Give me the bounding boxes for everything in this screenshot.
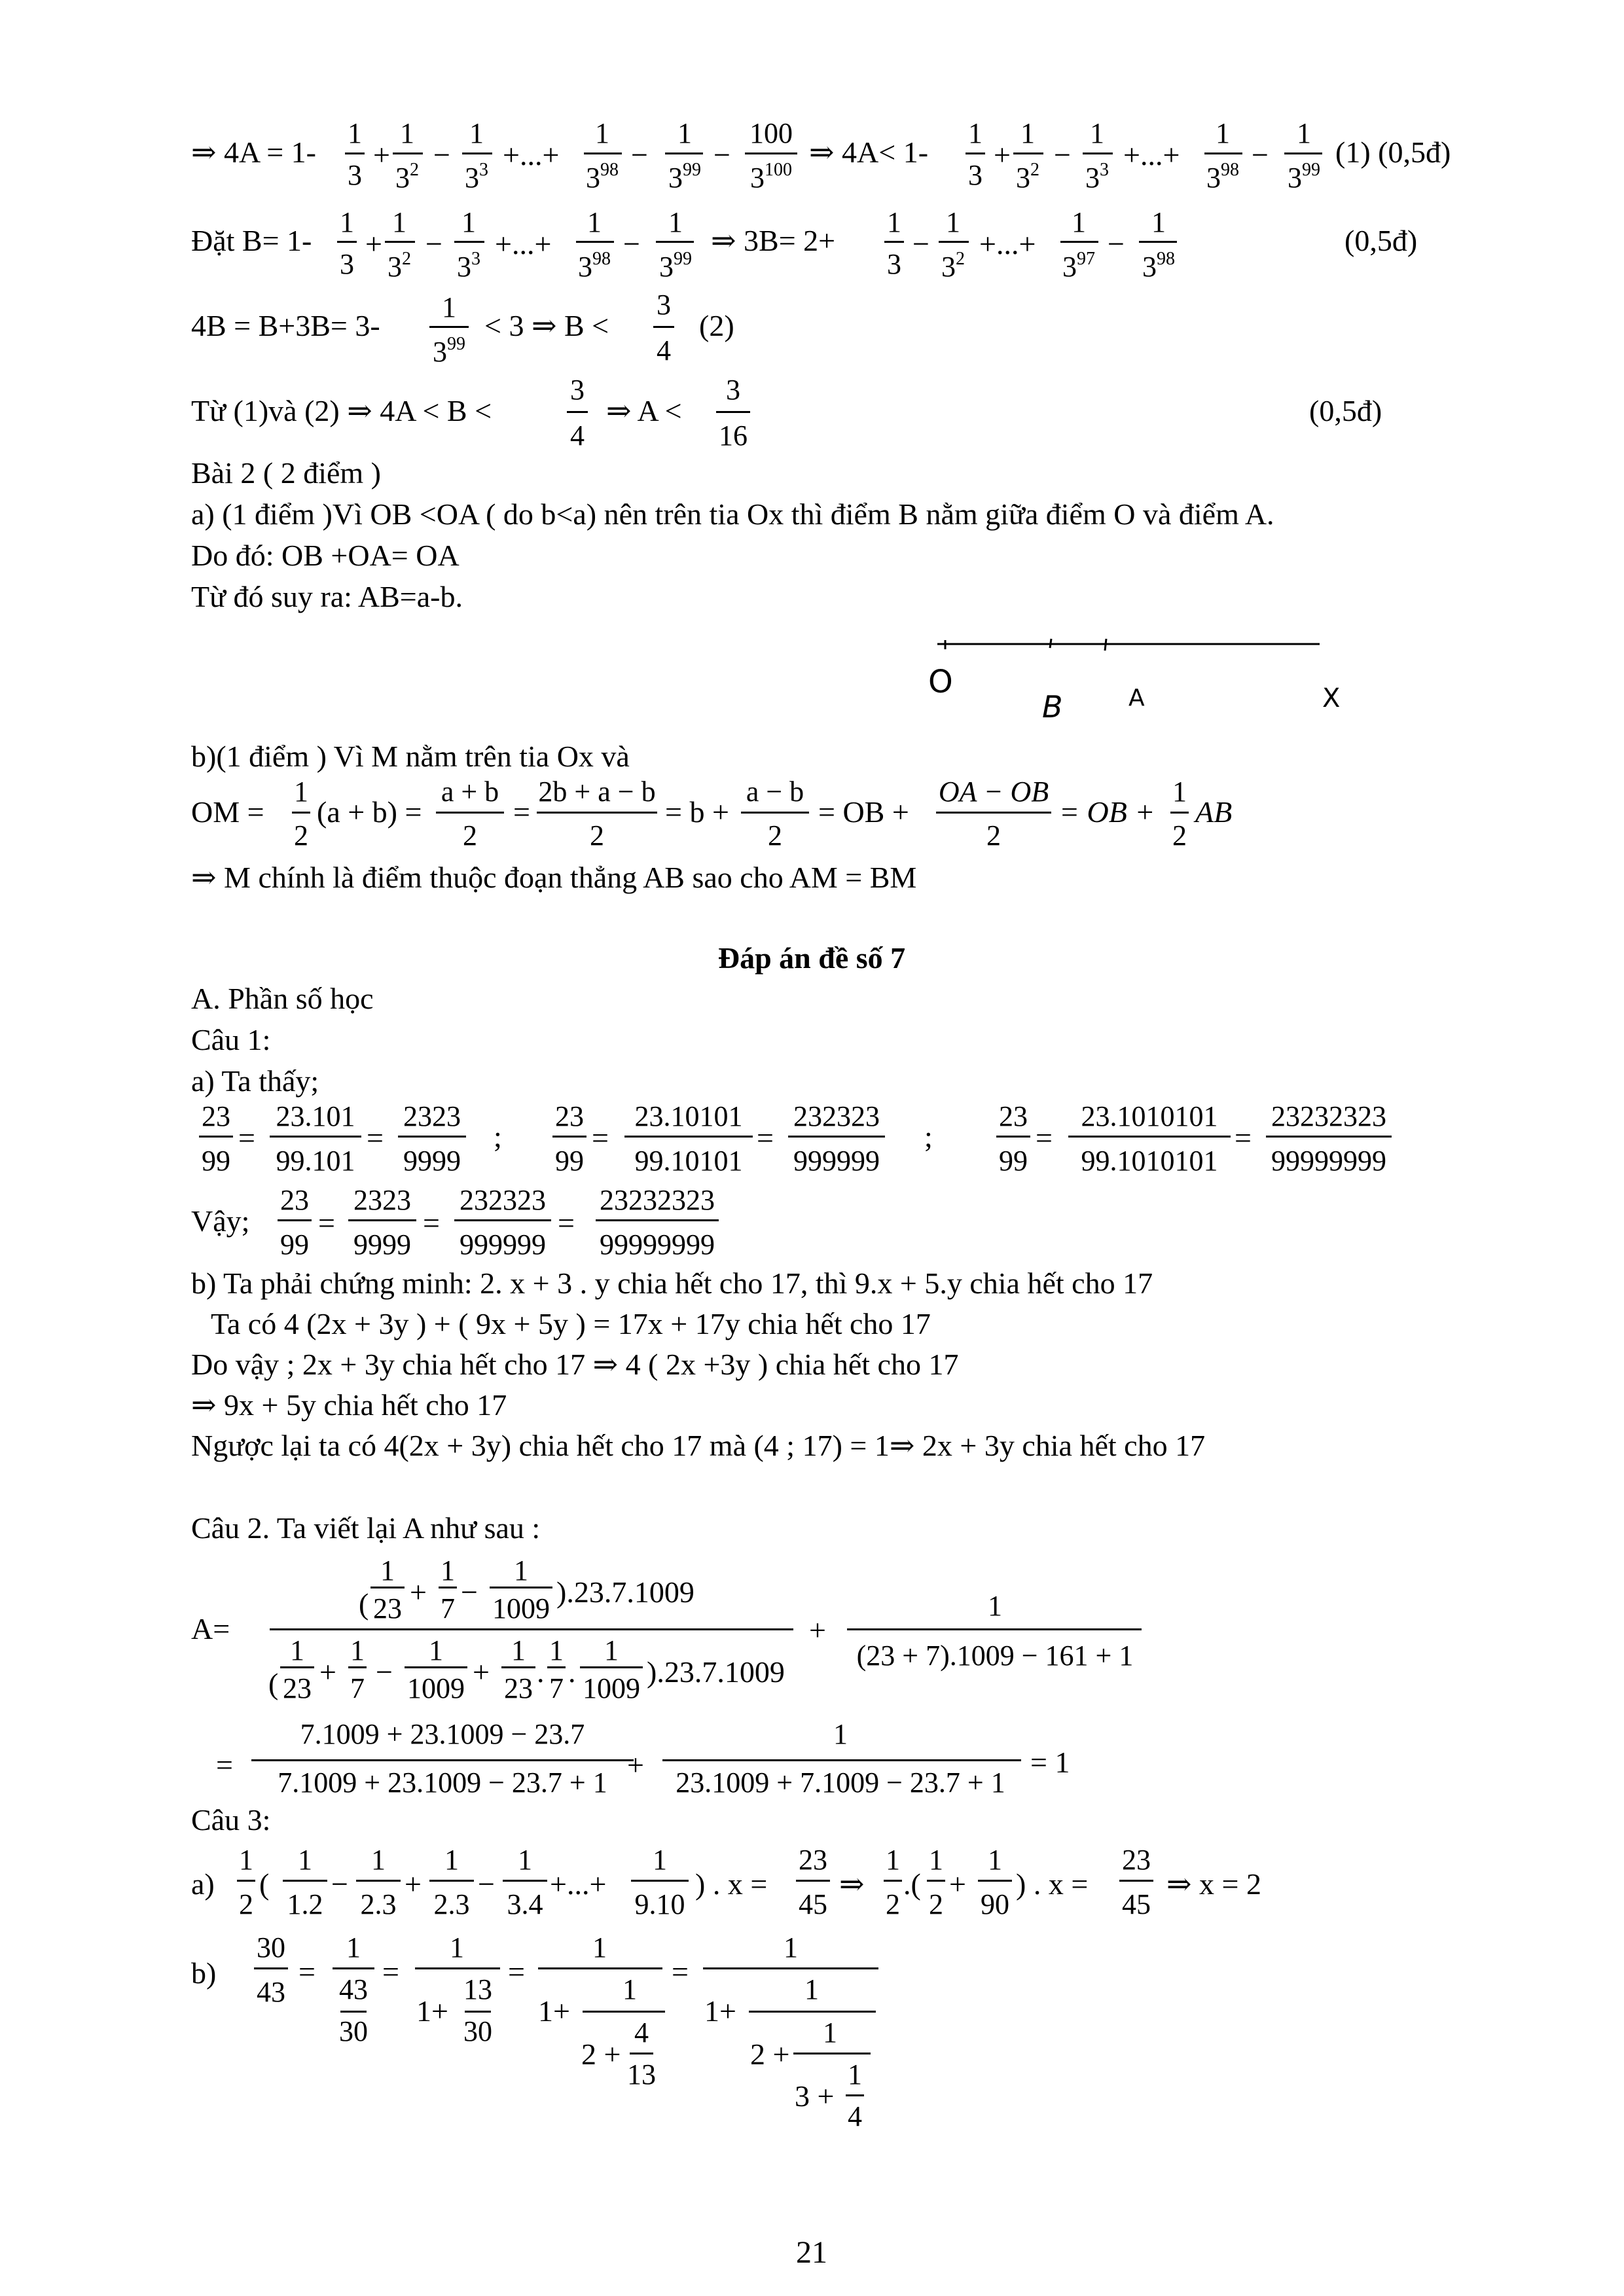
ray-diagram xyxy=(903,628,1341,733)
cau3-title: Câu 3: xyxy=(191,1803,271,1837)
bai2-conclusion: ⇒ M chính là điểm thuộc đoạn thẳng AB sao cho AM = BM xyxy=(191,861,917,894)
ta-thay: a) Ta thấy; xyxy=(191,1064,319,1098)
bai2-tu-do: Từ đó suy ra: AB=a-b. xyxy=(191,580,463,613)
bai2-do-do: Do đó: OB +OA= OA xyxy=(191,539,460,572)
b-line-4: ⇒ 9x + 5y chia hết cho 17 xyxy=(191,1388,507,1422)
b-line-3: Do vậy ; 2x + 3y chia hết cho 17 ⇒ 4 ( 2x +3y ) chia hết cho 17 xyxy=(191,1348,959,1381)
label-a: A xyxy=(1128,685,1145,711)
cau1-title: Câu 1: xyxy=(191,1023,271,1056)
cau2-title: Câu 2. Ta viết lại A như sau : xyxy=(191,1511,541,1545)
b-line-2: Ta có 4 (2x + 3y ) + ( 9x + 5y ) = 17x + 17y chia hết cho 17 xyxy=(211,1307,931,1340)
score: (0,5đ) xyxy=(1344,224,1418,257)
bai2-a: a) (1 điểm )Vì OB <OA ( do b<a) nên trên tia Ox thì điểm B nằm giữa điểm O và điểm A. xyxy=(191,497,1274,531)
bai2-title: Bài 2 ( 2 điểm ) xyxy=(191,456,381,490)
section-title: Đáp án đề số 7 xyxy=(717,941,906,975)
page-number: 21 xyxy=(796,2235,827,2270)
b-line-1: b) Ta phải chứng minh: 2. x + 3 . y chia hết cho 17, thì 9.x + 5.y chia hết cho 17 xyxy=(191,1266,1153,1300)
label-x: X xyxy=(1322,683,1341,713)
score: (0,5đ) xyxy=(1309,394,1382,427)
label-o: O xyxy=(928,664,953,700)
label-b: B xyxy=(1042,689,1063,725)
lead-text: ⇒ 4A = 1- xyxy=(191,135,316,169)
bai2-b: b)(1 điểm ) Vì M nằm trên tia Ox và xyxy=(191,740,630,773)
b-line-5: Ngược lại ta có 4(2x + 3y) chia hết cho 17 mà (4 ; 17) = 1⇒ 2x + 3y chia hết cho 17 xyxy=(191,1429,1206,1462)
part-a: A. Phần số học xyxy=(191,982,374,1015)
